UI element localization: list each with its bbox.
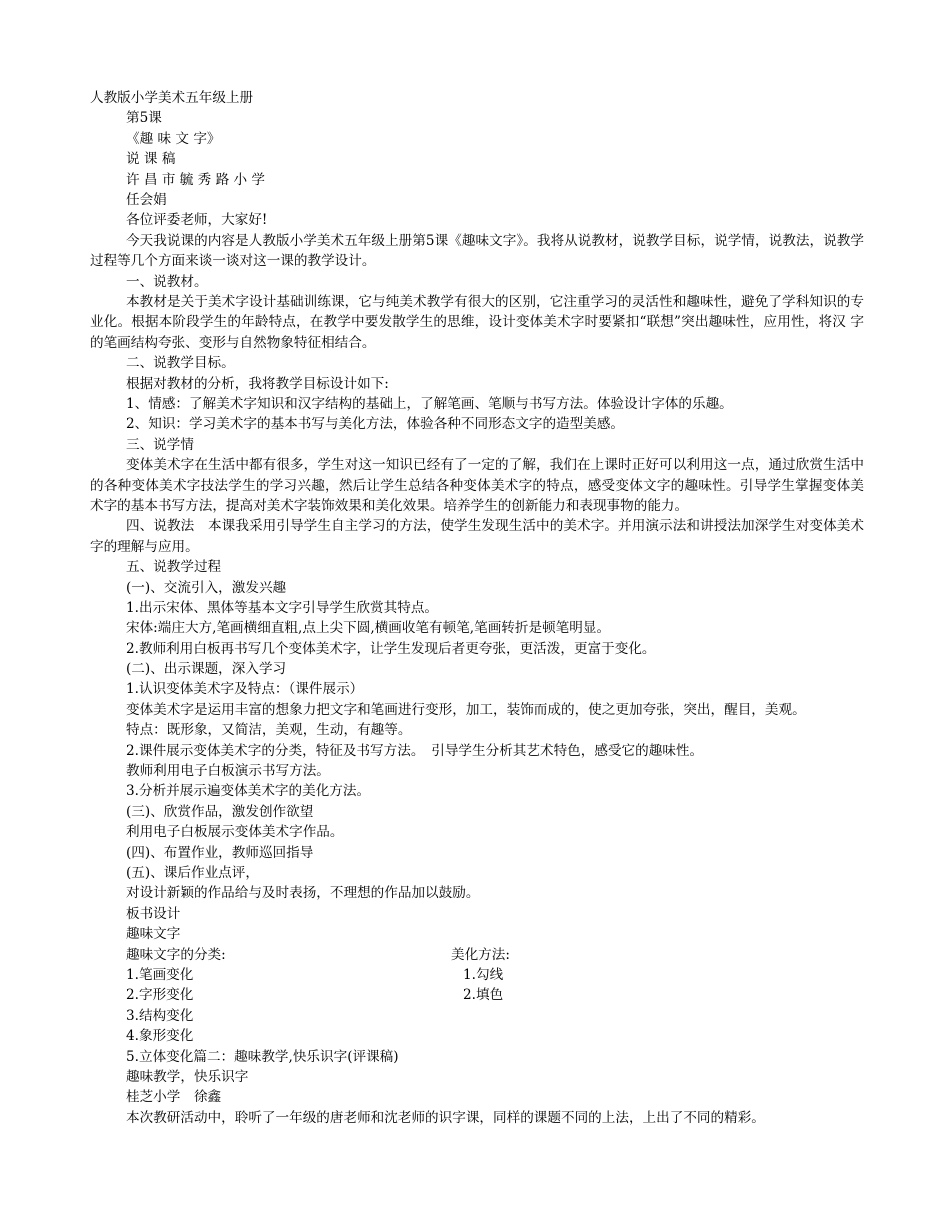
board-left-item: 1.笔画变化: [126, 966, 194, 983]
article-2-title: 趣味教学，快乐识字: [126, 1068, 249, 1085]
process-1-step-2: 2.教师利用白板再书写几个变体美术字，让学生发现后者更夸张，更活泼，更富于变化。: [126, 640, 656, 657]
process-4-heading: (四)、布置作业，教师巡回指导: [126, 844, 314, 861]
article-2-author: 桂芝小学 徐鑫: [126, 1089, 222, 1106]
intro-paragraph: 今天我说课的内容是人教版小学美术五年级上册第5课《趣味文字》。我将从说教材，说教学目标，说学情，说教法，说教学过程等几个方面来谈一谈对这一课的教学设计。: [90, 232, 864, 270]
board-title: 趣味文字: [126, 926, 181, 943]
process-2-step-3: 3.分析并展示遍变体美术字的美化方法。: [126, 783, 371, 800]
board-right-item: 1.勾线: [463, 966, 504, 983]
lesson-title: 《趣 味 文 字》: [126, 130, 221, 147]
doc-header: 人教版小学美术五年级上册: [90, 90, 254, 106]
section-3-heading: 三、说学情: [126, 436, 194, 453]
teacher-demo: 教师利用电子白板演示书写方法。: [126, 763, 330, 780]
board-right-heading: 美化方法:: [451, 946, 510, 963]
process-2-heading: (二)、出示课题，深入学习: [126, 661, 287, 678]
variant-features: 特点：既形象，又简洁，美观，生动，有趣等。: [126, 722, 412, 739]
goal-1: 1、情感：了解美术字知识和汉字结构的基础上，了解笔画、笔顺与书写方法。体验设计字体的乐趣。: [126, 395, 733, 412]
process-2-step-2: 2.课件展示变体美术字的分类，特征及书写方法。 引导学生分析其艺术特色，感受它的趣味性。: [126, 742, 704, 759]
process-3-body: 利用电子白板展示变体美术字作品。: [126, 824, 344, 841]
board-left-item: 2.字形变化: [126, 987, 194, 1004]
section-1-heading: 一、说教材。: [126, 273, 208, 290]
section-2-intro: 根据对教材的分析，我将教学目标设计如下:: [126, 375, 389, 392]
board-right-item: 2.填色: [463, 987, 504, 1004]
process-5-body: 对设计新颖的作品给与及时表扬，不理想的作品加以鼓励。: [126, 885, 480, 902]
section-5-heading: 五、说教学过程: [126, 559, 222, 576]
section-2-heading: 二、说教学目标。: [126, 355, 235, 372]
board-row-headings: [90, 945, 864, 965]
section-3-body: 变体美术字在生活中都有很多，学生对这一知识已经有了一定的了解，我们在上课时正好可以利用这一点，通过欣赏生活中的各种变体美术字技法学生的学习兴趣，然后让学生总结各种变体美术字的特点，感受变体文字的趣味性。引导学生掌握变体美术字的基本书写方法，提高对美术字装饰效果和美化效果。培养学生的创新能力和表现事物的能力。: [90, 457, 864, 514]
songti-description: 宋体:端庄大方,笔画横细直粗,点上尖下圆,横画收笔有顿笔,笔画转折是顿笔明显。: [126, 620, 611, 637]
section-1-body: 本教材是关于美术字设计基础训练课，它与纯美术教学有很大的区别，它注重学习的灵活性和趣味性，避免了学科知识的专业化。根据本阶段学生的年龄特点，在教学中要发散学生的思维，设计变体美术字时要紧扣“联想”突出趣味性，应用性，将汉 字的笔画结构夸张、变形与自然物象特征相结合。: [90, 293, 864, 351]
variant-definition: 变体美术字是运用丰富的想象力把文字和笔画进行变形，加工，装饰而成的，使之更加夸张，突出，醒目，美观。: [126, 701, 806, 718]
article-2-body: 本次教研活动中，聆听了一年级的唐老师和沈老师的识字课，同样的课题不同的上法，上出了不同的精彩。: [126, 1109, 765, 1126]
goal-2: 2、知识：学习美术字的基本书写与美化方法，体验各种不同形态文字的造型美感。: [126, 416, 625, 433]
board-left-item: 3.结构变化: [126, 1007, 194, 1024]
school-name: 许 昌 市 毓 秀 路 小 学: [126, 171, 265, 188]
board-left-item-5: 5.立体变化篇二：趣味教学,快乐识字(评课稿): [126, 1048, 399, 1065]
board-design-heading: 板书设计: [126, 905, 181, 922]
greeting: 各位评委老师，大家好!: [126, 212, 268, 229]
process-3-heading: (三)、欣赏作品，激发创作欲望: [126, 803, 314, 820]
process-1-heading: (一)、交流引入，激发兴趣: [126, 579, 287, 596]
lesson-number: 第5课: [126, 110, 162, 127]
author-name: 任会娟: [126, 191, 167, 208]
board-left-heading: 趣味文字的分类:: [126, 946, 226, 963]
section-4-body: 四、说教法 本课我采用引导学生自主学习的方法，使学生发现生活中的美术字。并用演示法和讲授法加深学生对变体美术字的理解与应用。: [90, 518, 864, 555]
process-1-step-1: 1.出示宋体、黑体等基本文字引导学生欣赏其特点。: [126, 599, 439, 616]
doc-type: 说 课 稿: [126, 151, 176, 168]
process-2-step-1: 1.认识变体美术字及特点：（课件展示）: [126, 681, 364, 698]
board-row-1: [90, 965, 864, 985]
board-row-2: [90, 985, 864, 1005]
process-5-heading: (五)、课后作业点评，: [126, 865, 259, 882]
board-left-item: 4.象形变化: [126, 1028, 194, 1045]
